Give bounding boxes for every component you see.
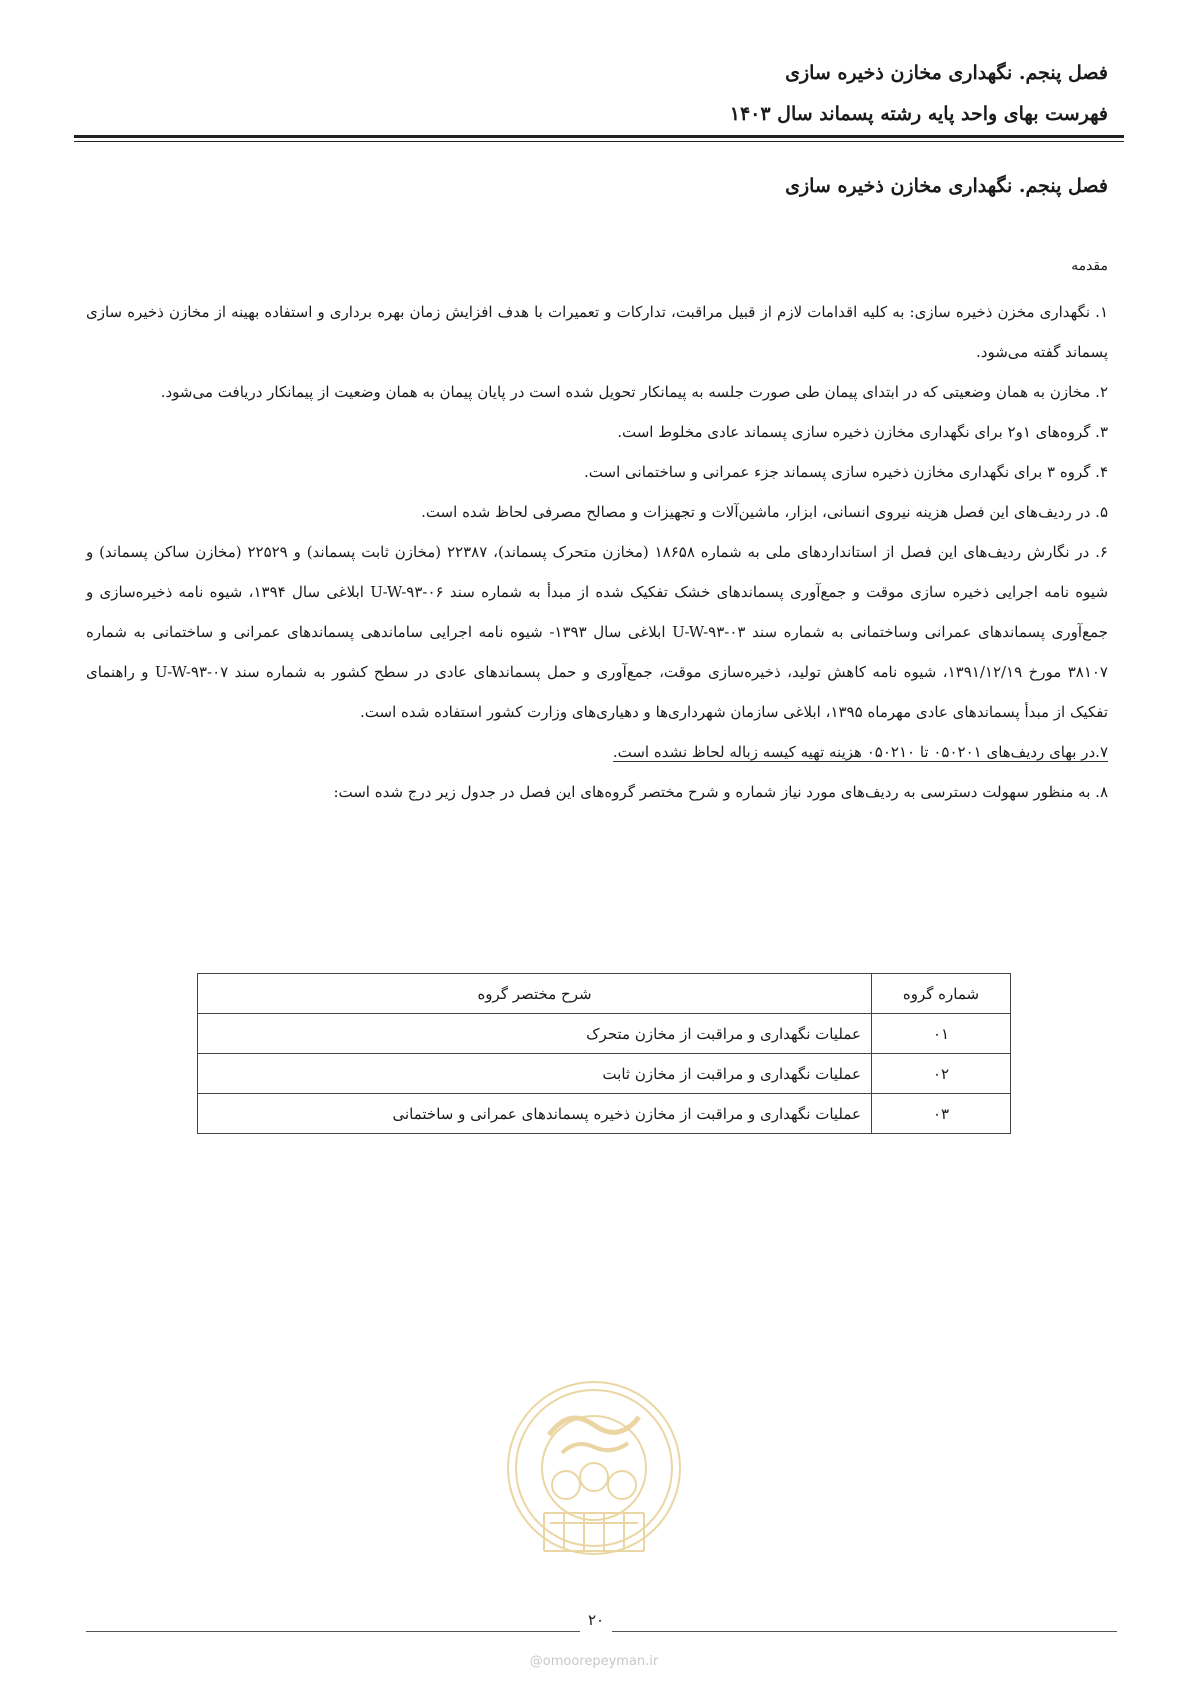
paragraph-7-text: ۷.در بهای ردیف‌های ۰۵۰۲۰۱ تا ۰۵۰۲۱۰ هزینه تهیه کیسه زباله لحاظ نشده است. — [612, 743, 1108, 761]
group-table — [197, 973, 1011, 1134]
intro-body — [86, 292, 1108, 812]
running-header-chapter: فصل پنجم. نگهداری مخازن ذخیره سازی — [785, 62, 1108, 84]
group-description-cell: عملیات نگهداری و مراقبت از مخازن ثابت — [198, 1054, 872, 1094]
page-number: ۲۰ — [587, 1611, 605, 1629]
paragraph-7 — [86, 732, 1108, 772]
table-row — [198, 1094, 1011, 1134]
group-number-cell: ۰۱ — [872, 1014, 1011, 1054]
table-header-row — [198, 974, 1011, 1014]
paragraph-2: ۲. مخازن به همان وضعیتی که در ابتدای پیمان طی صورت جلسه به پیمانکار تحویل شده است در پایان پیمان به همان وضعیت از پیمانکار دریافت می‌شود. — [160, 383, 1108, 401]
group-description-cell: عملیات نگهداری و مراقبت از مخازن متحرک — [198, 1014, 872, 1054]
group-number-cell: ۰۲ — [872, 1054, 1011, 1094]
chapter-title: فصل پنجم. نگهداری مخازن ذخیره سازی — [785, 175, 1108, 197]
group-number-cell: ۰۳ — [872, 1094, 1011, 1134]
table-row — [198, 1014, 1011, 1054]
header-group-number: شماره گروه — [872, 974, 1011, 1014]
intro-label: مقدمه — [1071, 258, 1108, 274]
table-row — [198, 1054, 1011, 1094]
paragraph-3: ۳. گروه‌های ۱و۲ برای نگهداری مخازن ذخیره سازی پسماند عادی مخلوط است. — [617, 423, 1108, 441]
paragraph-4: ۴. گروه ۳ برای نگهداری مخازن ذخیره سازی پسماند جزء عمرانی و ساختمانی است. — [584, 463, 1108, 481]
paragraph-1: ۱. نگهداری مخزن ذخیره سازی: به کلیه اقدامات لازم از قبیل مراقبت، تدارکات و تعمیرات با هدف افزایش زمان بهره برداری و استفاده بهینه از مخازن ذخیره سازی پسماند گفته می‌شود. — [86, 303, 1108, 361]
header-rule-thin — [74, 141, 1124, 142]
group-description-cell: عملیات نگهداری و مراقبت از مخازن ذخیره پسماندهای عمرانی و ساختمانی — [198, 1094, 872, 1134]
paragraph-5: ۵. در ردیف‌های این فصل هزینه نیروی انسانی، ابزار، ماشین‌آلات و تجهیزات و مصالح مصرفی لحاظ شده است. — [421, 503, 1108, 521]
footer-rule-left — [86, 1631, 580, 1632]
watermark-seal-icon — [504, 1373, 684, 1598]
running-header-list-title: فهرست بهای واحد پایه رشته پسماند سال ۱۴۰۳ — [729, 103, 1108, 125]
paragraph-6: ۶. در نگارش ردیف‌های این فصل از استانداردهای ملی به شماره ۱۸۶۵۸ (مخازن متحرک پسماند)، ۲۲۳۸۷ (مخازن ثابت پسماند) و ۲۲۵۲۹ (مخازن ساکن پسماند) و شیوه نامه اجرایی ذخیره سازی موقت و جمع‌آوری پسماندهای خشک تفکیک شده از مبدأ به شماره سند ۰۶-U-W-۹۳ ابلاغی سال ۱۳۹۴، شیوه نامه ذخیره‌سازی و جمع‌آوری پسماندهای عمرانی وساختمانی به شماره سند ۰۳-U-W-۹۳ ابلاغی سال ۱۳۹۳- شیوه نامه اجرایی ساماندهی پسماندهای عمرانی و ساختمانی به شماره ۳۸۱۰۷ مورخ ۱۳۹۱/۱۲/۱۹، شیوه نامه کاهش تولید، ذخیره‌سازی موقت، جمع‌آوری و حمل پسماندهای عادی در سطح کشور به شماره سند ۰۷-U-W-۹۳ و راهنمای تفکیک از مبدأ پسماندهای عادی مهرماه ۱۳۹۵، ابلاغی سازمان شهرداری‌ها و دهیاری‌های وزارت کشور استفاده شده است. — [86, 543, 1109, 721]
header-group-description: شرح مختصر گروه — [198, 974, 872, 1014]
header-rule-thick — [74, 135, 1124, 138]
paragraph-8: ۸. به منظور سهولت دسترسی به ردیف‌های مورد نیاز شماره و شرح مختصر گروه‌های این فصل در جدول زیر درج شده است: — [333, 783, 1108, 801]
footer-rule-right — [612, 1631, 1117, 1632]
watermark-website: @omoorepeyman.ir — [529, 1654, 659, 1669]
